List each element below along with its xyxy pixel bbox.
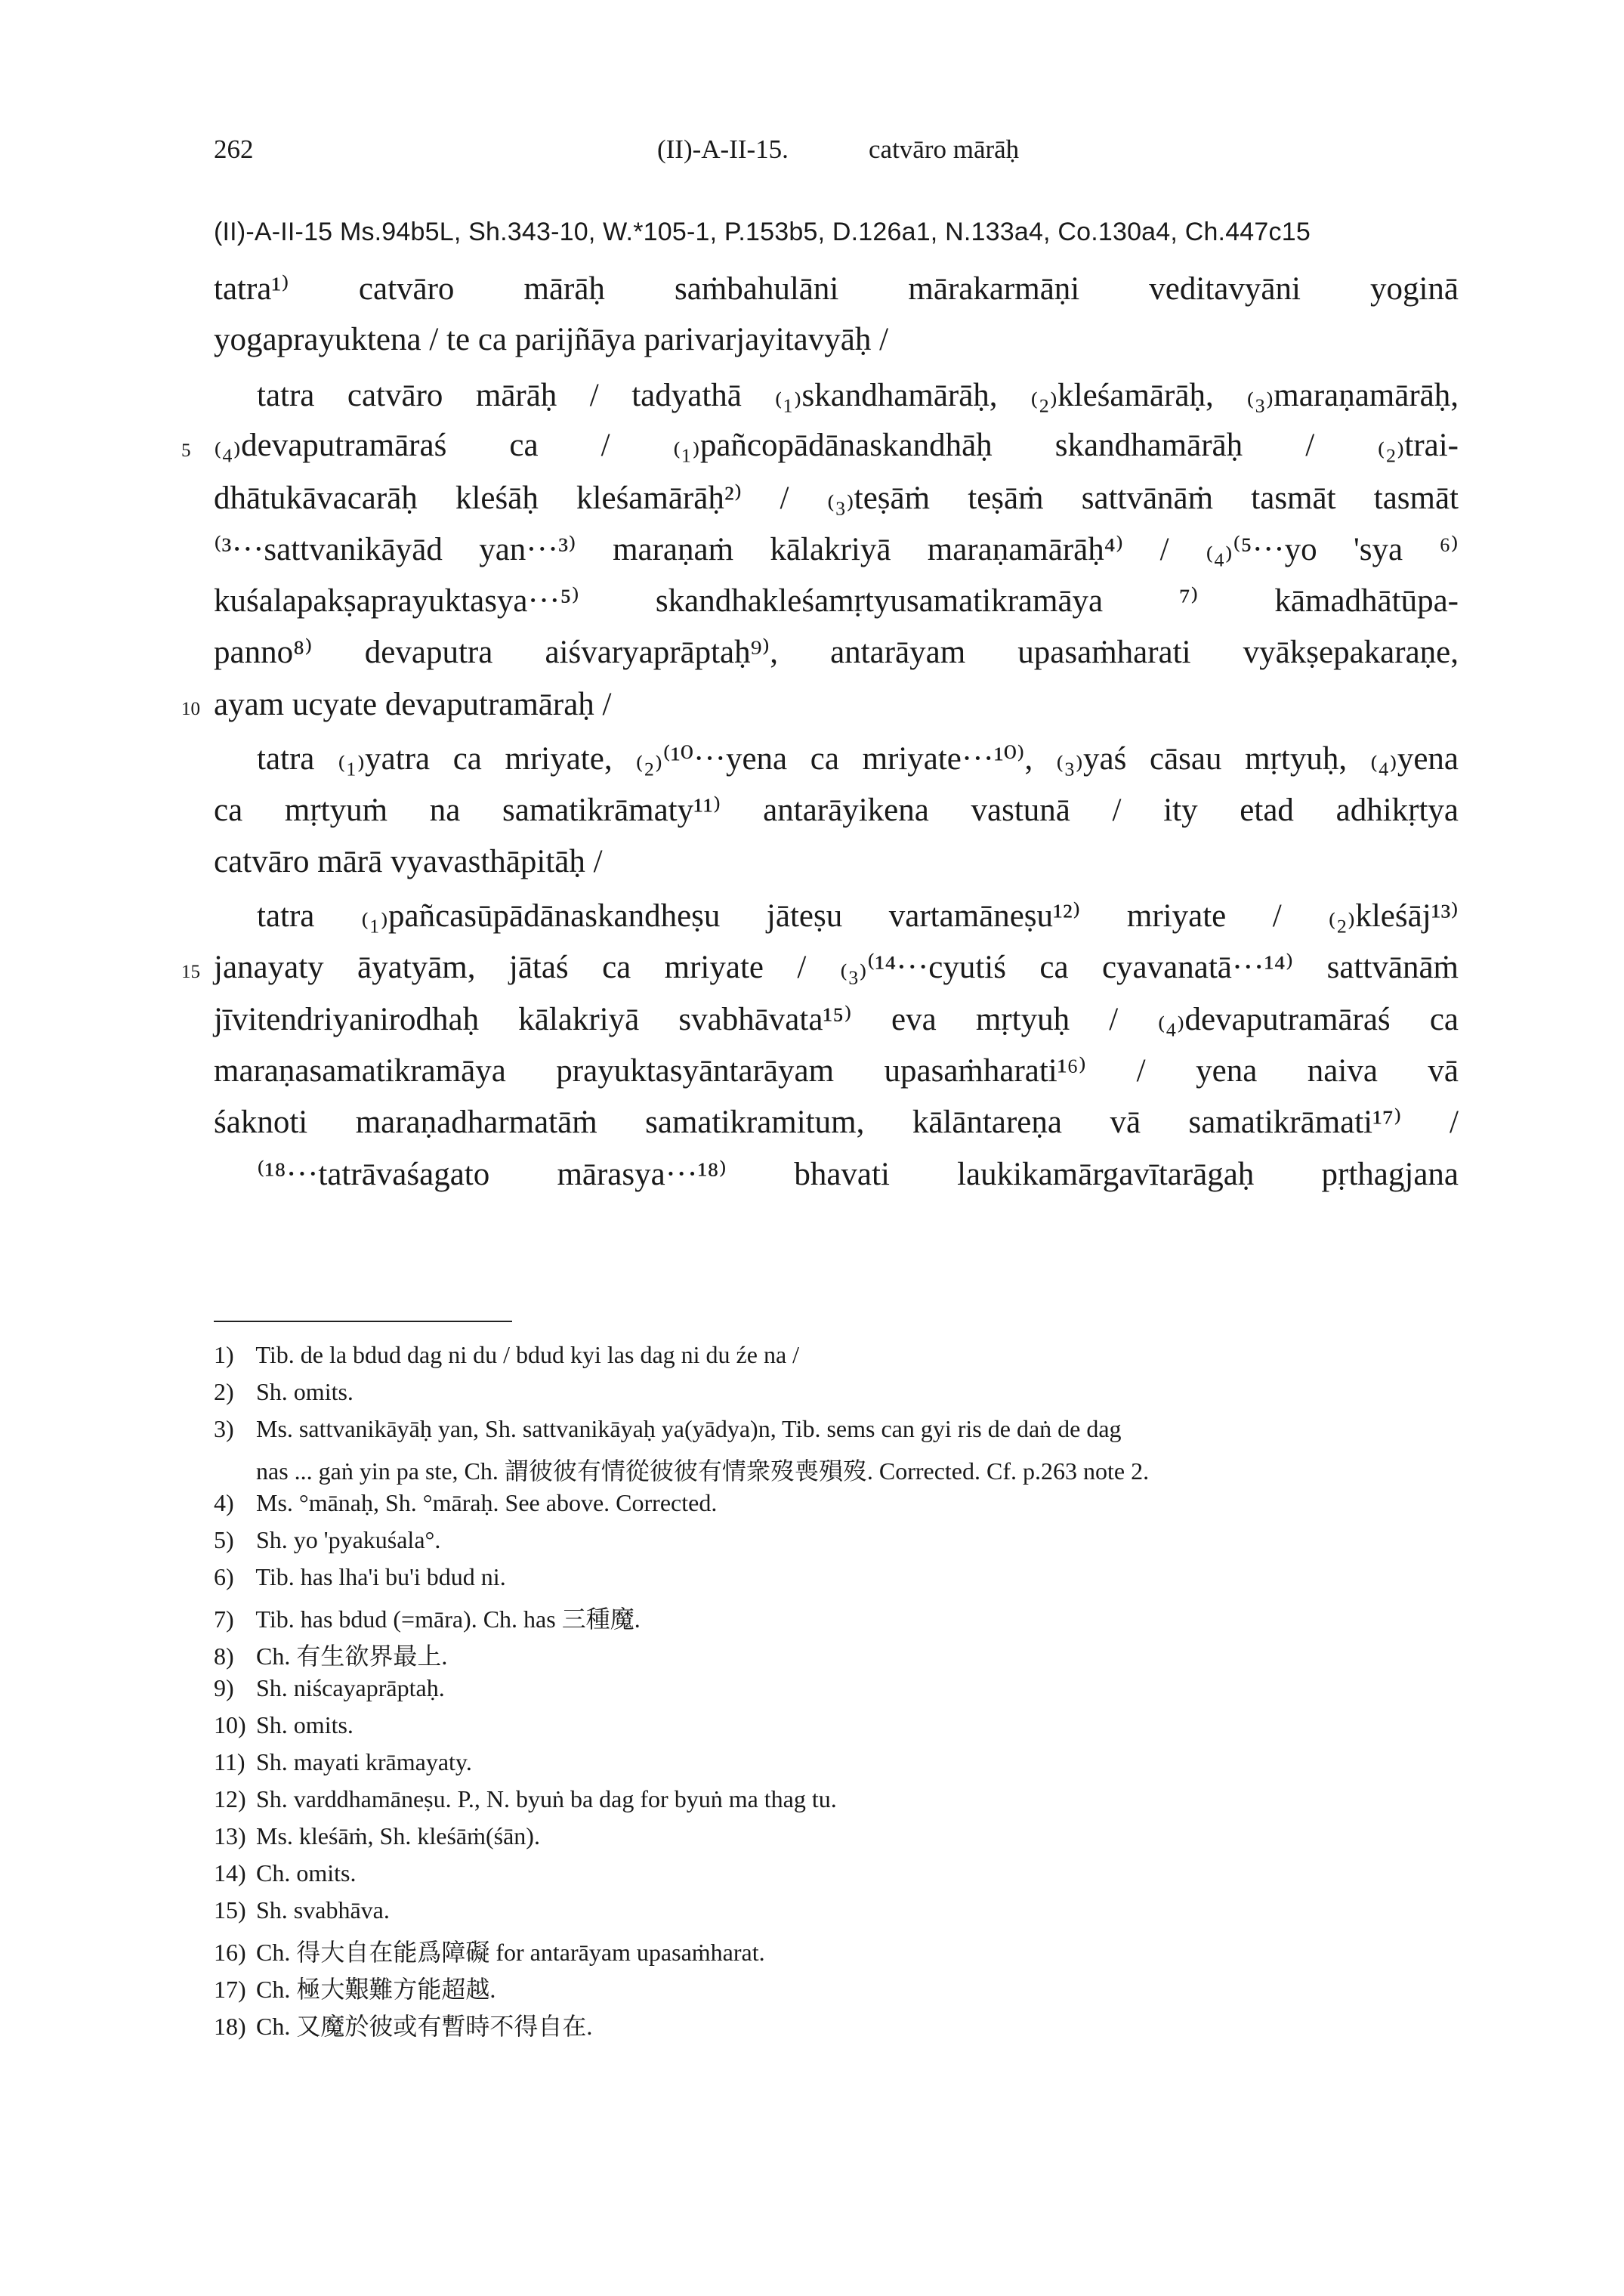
footnote [214,1341,799,1369]
line-number: 5 [181,440,191,461]
footnote-text: Ch. 有生欲界最上. [256,1642,448,1670]
footnote-number: 8) [214,1642,234,1670]
footnote-number: 6) [214,1563,234,1590]
footnote-text: Ms. °mānaḥ, Sh. °māraḥ. See above. Corrected. [256,1489,718,1516]
footnote-text: Tib. has bdud (=māra). Ch. has 三種魔. [255,1605,641,1633]
footnote-text: Ms. sattvanikāyāḥ yan, Sh. sattvanikāyaḥ ya(yādya)n, Tib. sems can gyi ris de daṅ de dag [256,1415,1122,1442]
footnote [214,1785,837,1813]
body-line: ca mṛtyuṁ na samatikrāmaty¹¹⁾ antarāyikena vastunā / ity etad adhikṛtya [214,793,1459,828]
running-head-title: catvāro mārāḥ [869,134,1020,164]
footnote [214,1600,641,1635]
footnote-text: Ch. omits. [256,1859,357,1887]
body-line: janayaty āyatyām, jātaś ca mriyate / ₍₃₎⁽¹⁴···cyutiś ca cyavanatā···¹⁴⁾ sattvānāṁ [214,950,1459,985]
footnote-text: Sh. yo 'pyakuśala°. [256,1526,441,1553]
footnote-text: Sh. varddhamāneṣu. P., N. byuṅ ba dag for byuṅ ma thag tu. [256,1785,837,1812]
footnote [214,1748,472,1776]
body-line: kuśalapakṣaprayuktasya···⁵⁾ skandhakleśamṛtyusamatikramāya ⁷⁾ kāmadhātūpa- [214,583,1459,619]
footnote-number: 5) [214,1526,234,1553]
footnote [214,1711,354,1739]
footnote-text: Tib. de la bdud dag ni du / bdud kyi las dag ni du źe na / [255,1341,800,1368]
footnote-number: 2) [214,1378,234,1405]
footnote [214,1896,390,1924]
footnote [214,1674,445,1702]
footnote-number: 18) [214,2013,246,2040]
footnote-text: Ch. 又魔於彼或有暫時不得自在. [256,2013,593,2040]
body-line: tatra ₍₁₎yatra ca mriyate, ₍₂₎⁽¹⁰···yena ca mriyate···¹⁰⁾, ₍₃₎yaś cāsau mṛtyuḥ, ₍₄₎yena [257,741,1459,777]
footnote [214,1637,447,1672]
footnote-number: 11) [214,1748,245,1775]
footnote [214,1378,354,1406]
footnote-text: Ch. 極大艱難方能超越. [256,1976,496,2003]
page-number: 262 [214,134,254,164]
footnote-number: 1) [214,1341,234,1368]
body-line: jīvitendriyanirodhaḥ kālakriyā svabhāvata¹⁵⁾ eva mṛtyuḥ / ₍₄₎devaputramāraś ca [214,1002,1459,1037]
footnote-number: 10) [214,1711,246,1738]
footnote-number: 3) [214,1415,234,1442]
footnote-text: Sh. niścayaprāptaḥ. [256,1674,445,1701]
body-line: tatra¹⁾ catvāro mārāḥ saṁbahulāni mārakarmāṇi veditavyāni yoginā [214,271,1459,307]
footnote-number: 16) [214,1939,246,1966]
footnote-text: Sh. mayati krāmayaty. [256,1748,472,1775]
footnote-number: 13) [214,1822,246,1849]
body-line: yogaprayuktena / te ca parijñāya parivarjayitavyāḥ / [214,322,889,357]
footnote-number: 14) [214,1859,246,1887]
footnote-continuation: nas ... gaṅ yin pa ste, Ch. 謂彼彼有情從彼彼有情衆歿喪殞歿. Corrected. Cf. p.263 note 2. [256,1457,1150,1485]
body-line: ayam ucyate devaputramāraḥ / [214,687,612,722]
body-line: maraṇasamatikramāya prayuktasyāntarāyam upasaṁharati¹⁶⁾ / yena naiva vā [214,1053,1459,1089]
body-line: panno⁸⁾ devaputra aiśvaryaprāptaḥ⁹⁾, antarāyam upasaṁharati vyākṣepakaraṇe, [214,635,1459,670]
body-line: ⁽¹⁸···tatrāvaśagato mārasya···¹⁸⁾ bhavati laukikamārgavītarāgaḥ pṛthagjana [257,1157,1459,1192]
footnote-number: 15) [214,1896,246,1924]
footnote-rule [214,1321,512,1322]
body-line: tatra ₍₁₎pañcasūpādānaskandheṣu jāteṣu vartamāneṣu¹²⁾ mriyate / ₍₂₎kleśāj¹³⁾ [257,898,1459,934]
footnote-text: Ms. kleśāṁ, Sh. kleśāṁ(śān). [256,1822,540,1849]
footnote [214,1563,506,1591]
footnote [214,1526,440,1554]
footnote [214,1859,356,1887]
footnote [214,2007,592,2042]
footnote-text: Tib. has lha'i bu'i bdud ni. [255,1563,506,1590]
footnote [214,1415,1122,1443]
line-number: 15 [181,962,200,982]
footnote-number: 17) [214,1976,246,2003]
body-line: tatra catvāro mārāḥ / tadyathā ₍₁₎skandhamārāḥ, ₍₂₎kleśamārāḥ, ₍₃₎maraṇamārāḥ, [257,378,1459,413]
footnote-text: Sh. omits. [256,1378,354,1405]
footnote [214,1489,717,1517]
body-line: śaknoti maraṇadharmatāṁ samatikramitum, kālāntareṇa vā samatikrāmati¹⁷⁾ / [214,1105,1459,1140]
line-number: 10 [181,699,200,719]
body-line: dhātukāvacarāḥ kleśāḥ kleśamārāḥ²⁾ / ₍₃₎teṣāṁ teṣāṁ sattvānāṁ tasmāt tasmāt [214,481,1459,516]
body-line: ₍₄₎devaputramāraś ca / ₍₁₎pañcopādānaskandhāḥ skandhamārāḥ / ₍₂₎trai- [214,428,1459,463]
footnote-text: Sh. svabhāva. [256,1896,390,1924]
footnote-text: Sh. omits. [256,1711,354,1738]
footnote-text: Ch. 得大自在能爲障礙 for antarāyam upasaṁharat. [256,1939,765,1966]
running-head-section: (II)-A-II-15. [657,134,789,164]
body-line: ⁽³···sattvanikāyād yan···³⁾ maraṇaṁ kālakriyā maraṇamārāḥ⁴⁾ / ₍₄₎⁽⁵···yo 'sya ⁶⁾ [214,532,1459,567]
body-line: catvāro mārā vyavasthāpitāḥ / [214,844,603,879]
footnote-number: 7) [214,1605,234,1633]
footnote-number: 4) [214,1489,234,1516]
footnote [214,1933,765,1968]
footnote-number: 9) [214,1674,234,1701]
footnote [214,1822,540,1850]
footnote-number: 12) [214,1785,246,1812]
footnote [214,1970,496,2005]
manuscript-sigla: (II)-A-II-15 Ms.94b5L, Sh.343-10, W.*105-1, P.153b5, D.126a1, N.133a4, Co.130a4, Ch.447c15 [214,218,1311,246]
